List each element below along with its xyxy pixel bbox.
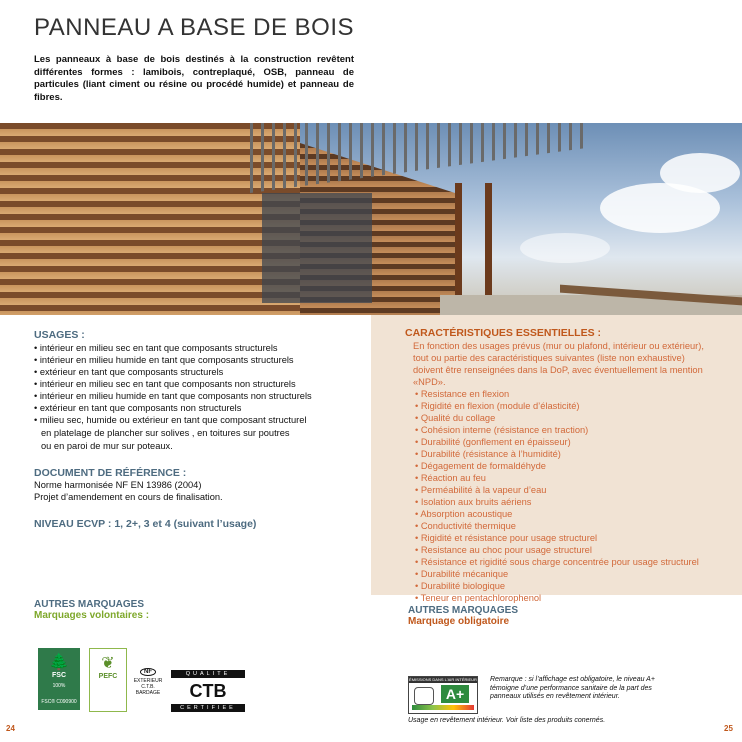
list-item: • Cohésion interne (résistance en traction) (415, 424, 705, 436)
list-item: • Durabilité (gonflement en épaisseur) (415, 436, 705, 448)
pefc-logo: ❦ PEFC (89, 648, 127, 712)
list-item: • intérieur en milieu sec en tant que composants non structurels (34, 378, 364, 390)
characteristics-intro: En fonction des usages prévus (mur ou plafond, intérieur ou extérieur), tout ou partie des caractéristiques suivantes (liste non exhaustive) doivent être renseignées dans la DoP, avec éventuellement la mention «NPD». (413, 341, 704, 387)
list-item: • milieu sec, humide ou extérieur en tant que composant structurel (34, 414, 364, 426)
list-item: • Durabilité (résistance à l’humidité) (415, 448, 705, 460)
house-icon (414, 687, 434, 705)
list-item: • Absorption acoustique (415, 508, 705, 520)
mandatory-markings-heading: AUTRES MARQUAGES (408, 605, 519, 616)
list-item: • Durabilité mécanique (415, 568, 705, 580)
voluntary-markings-sub: Marquages volontaires : (34, 610, 150, 621)
reference-heading: DOCUMENT DE RÉFÉRENCE : (34, 467, 187, 479)
reference-line-1: Norme harmonisée NF EN 13986 (2004) (34, 480, 202, 490)
list-item: • Rigidité et résistance pour usage structurel (415, 532, 705, 544)
list-item: • intérieur en milieu humide en tant que composants structurels (34, 354, 364, 366)
list-item: • intérieur en milieu humide en tant que composants non structurels (34, 390, 364, 402)
reference-document-section (34, 467, 364, 503)
mandatory-markings (408, 605, 518, 627)
list-item: • Rigidité en flexion (module d’élasticité) (415, 400, 705, 412)
mandatory-markings-sub: Marquage obligatoire (408, 616, 510, 627)
building-photo (0, 123, 742, 315)
voluntary-markings (34, 599, 149, 621)
tree-icon: 🌲 (49, 654, 69, 671)
usage-note: Usage en revêtement intérieur. Voir liste des produits conernés. (408, 717, 606, 724)
characteristics-heading: CARACTÉRISTIQUES ESSENTIELLES : (405, 327, 602, 339)
list-item: • Qualité du collage (415, 412, 705, 424)
page-number-right: 25 (724, 724, 733, 733)
remark-note: Remarque : si l’affichage est obligatoire, le niveau A+ témoigne d’une performance sanitaire de la part des panneaux utilisés en revêtement intérieur. (490, 676, 655, 700)
list-item: • Resistance au choc pour usage structurel (415, 544, 705, 556)
list-item: • Conductivité thermique (415, 520, 705, 532)
usages-continuation-2: ou en paroi de mur sur poteaux. (41, 441, 173, 451)
list-item: • Résistance et rigidité sous charge concentrée pour usage structurel (415, 556, 705, 568)
voluntary-markings-heading: AUTRES MARQUAGES (34, 599, 145, 610)
list-item: • Réaction au feu (415, 472, 705, 484)
list-item: • Durabilité biologique (415, 580, 705, 592)
list-item: • Perméabilité à la vapeur d’eau (415, 484, 705, 496)
ecvp-level: NIVEAU ECVP : 1, 2+, 3 et 4 (suivant l’usage) (34, 518, 257, 530)
fsc-logo: 🌲 FSC 100% FSC® C090900 (38, 648, 80, 710)
nf-exterieur-logo: NF EXTERIEUR C.T.B. BARDAGE (133, 669, 163, 696)
leaf-icon: ❦ (101, 655, 115, 672)
reference-line-2: Projet d’amendement en cours de finalisation. (34, 492, 223, 502)
list-item: • Resistance en flexion (415, 388, 705, 400)
list-item: • extérieur en tant que composants structurels (34, 366, 364, 378)
page-number-left: 24 (6, 724, 15, 733)
usages-list (34, 342, 364, 426)
usages-heading: USAGES : (34, 329, 85, 341)
page-title: PANNEAU A BASE DE BOIS (34, 14, 354, 41)
list-item: • Dégagement de formaldéhyde (415, 460, 705, 472)
list-item: • extérieur en tant que composants non structurels (34, 402, 364, 414)
list-item: • Teneur en pentachlorophenol (415, 592, 705, 604)
list-item: • intérieur en milieu sec en tant que composants structurels (34, 342, 364, 354)
intro-paragraph: Les panneaux à base de bois destinés à la construction revêtent différentes formes : lamibois, contreplaqué, OSB, panneau de particules (liant ciment ou résine ou procédé humide) et panneau de fibres. (34, 54, 354, 103)
ctb-certifiee-logo: QUALITE CTB CERTIFIEE (171, 670, 245, 714)
indoor-air-emissions-label: ÉMISSIONS DANS L'AIR INTÉRIEUR A+ (408, 676, 478, 714)
characteristics-section (405, 327, 705, 604)
usages-continuation-1: en platelage de plancher sur solives , en toitures sur poutres (41, 428, 290, 438)
list-item: • Isolation aux bruits aériens (415, 496, 705, 508)
grade-scale (412, 705, 474, 710)
characteristics-list (405, 388, 705, 604)
usages-section (34, 329, 364, 452)
